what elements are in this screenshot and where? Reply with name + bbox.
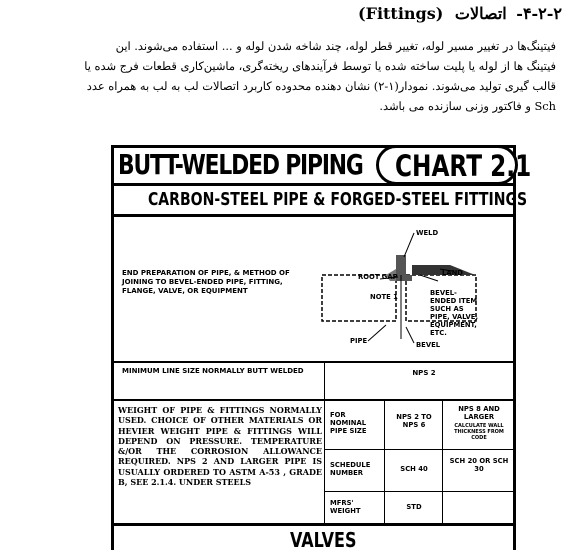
cell-sch-40: SCH 40 xyxy=(400,465,428,473)
section-heading xyxy=(358,4,562,23)
row-divider xyxy=(324,449,513,450)
chart-number: CHART 2.1 xyxy=(395,149,532,183)
column-divider xyxy=(442,401,443,523)
column-divider xyxy=(384,401,385,523)
end-preparation-section xyxy=(114,217,513,363)
chart-title: BUTT-WELDED PIPING xyxy=(118,148,363,181)
column-divider xyxy=(324,363,325,399)
paragraph-line: فیتینگ ها از لوله یا پلیت ساخته شده یا توسط فرآیندهای ریخته‌گری، ماشین‌کاری قطعات فرج شده یا xyxy=(84,59,556,73)
cell-nps-8-larger: NPS 8 AND LARGER xyxy=(458,405,500,421)
min-line-size-value: NPS 2 xyxy=(412,369,436,377)
row-label-nominal-size: FOR NOMINAL PIPE SIZE xyxy=(330,411,367,435)
label-bevel-ended: BEVEL-ENDED ITEM SUCH AS PIPE, VALVE, EQUIPMENT, ETC. xyxy=(430,289,479,337)
body-paragraph xyxy=(26,36,556,116)
paragraph-line: فیتینگ‌ها در تغییر مسیر لوله، تغییر قطر لوله، چند شاخه شدن لوله و ... استفاده می‌شوند. این xyxy=(115,39,556,53)
section-title-en: (Fittings) xyxy=(358,4,444,23)
paragraph-line: قالب گیری تولید می‌شوند. نمودار(۱-۲) نشان دهنده محدوده کاربرد اتصالات لب به لب به همراه عدد xyxy=(86,79,556,93)
paragraph-line: Sch و فاکتور وزنی سازنده می باشد. xyxy=(379,99,556,113)
label-note: NOTE 1 xyxy=(370,293,398,301)
pipe-weight-text: WEIGHT OF PIPE & FITTINGS NORMALLY USED. CHOICE OF OTHER MATERIALS OR HEVIER WEIGHT PIPE & FITTINGS WILL DEPEND ON PRESSURE. TEMPERATURE &/OR THE CORROSION ALLOWANCE REQUIRED. NPS 2 AND LARGER PIPE IS USUALLY ORDERED TO ASTM A-53 , GRADE B, SEE 2.1.4. UNDER STEELS xyxy=(118,405,322,488)
cell-std: STD xyxy=(406,503,422,511)
min-line-size-text: MINIMUM LINE SIZE NORMALLY BUTT WELDED xyxy=(122,367,304,375)
label-weld: WELD xyxy=(416,229,439,237)
label-bevel: BEVEL xyxy=(416,341,441,349)
row-label-schedule: SCHEDULE NUMBER xyxy=(330,461,371,477)
column-divider xyxy=(324,401,325,523)
label-pipe: PIPE xyxy=(350,337,368,345)
cell-sch-20-30: SCH 20 OR SCH 30 xyxy=(449,457,509,473)
chart-number-badge xyxy=(376,145,532,185)
butt-welded-chart xyxy=(111,145,532,552)
cell-calc-note: CALCULATE WALL THICKNESS FROM CODE xyxy=(454,423,504,441)
label-root-gap: ROOT GAP xyxy=(358,273,398,281)
cell-nps-2-6: NPS 2 TO NPS 6 xyxy=(396,413,432,429)
end-preparation-text: END PREPARATION OF PIPE, & METHOD OF JOINING TO BEVEL-ENDED PIPE, FITTING, FLANGE, VALVE, OR EQUIPMENT xyxy=(122,269,290,295)
valves-band xyxy=(114,523,513,553)
min-line-size-section xyxy=(114,363,513,401)
chart-subtitle-band xyxy=(114,183,528,217)
valves-title: VALVES xyxy=(290,528,357,552)
row-divider xyxy=(324,491,513,492)
label-land: LAND xyxy=(442,269,463,277)
section-number: ۴-۲-۲- xyxy=(516,4,562,23)
section-title-fa: اتصالات xyxy=(454,4,507,23)
chart-subtitle: CARBON-STEEL PIPE & FORGED-STEEL FITTINGS xyxy=(148,189,528,210)
pipe-weight-section xyxy=(114,401,513,523)
weld-joint-diagram xyxy=(320,229,480,353)
row-label-mfrs-weight: MFRS' WEIGHT xyxy=(330,499,361,515)
